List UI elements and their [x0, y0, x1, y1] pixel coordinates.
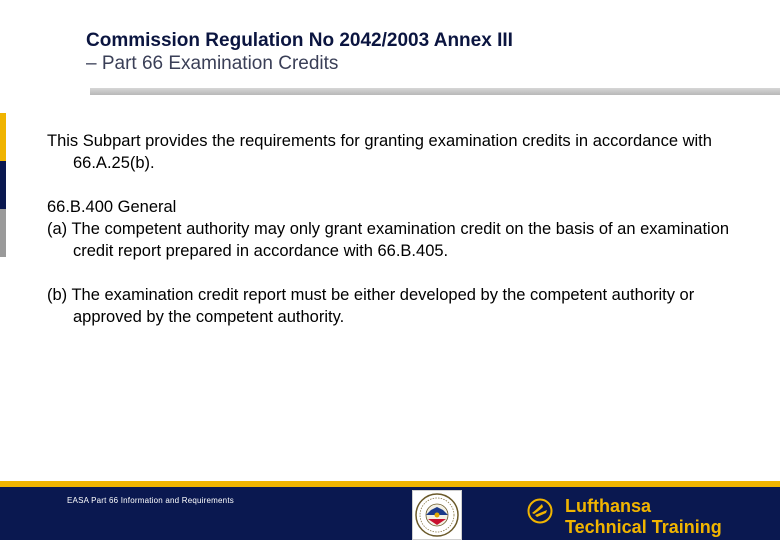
- lufthansa-brand-text: [565, 496, 722, 538]
- footer-bar: [0, 481, 780, 540]
- page-subtitle: – Part 66 Examination Credits: [86, 53, 339, 74]
- brand-line-2: Technical Training: [565, 517, 722, 537]
- section-heading: 66.B.400 General: [47, 198, 177, 216]
- side-accent-gray: [0, 209, 6, 257]
- footer-course-label: EASA Part 66 Information and Requirements: [67, 496, 234, 505]
- lufthansa-crane-logo-icon: [527, 498, 553, 524]
- title-block: [86, 29, 513, 75]
- intro-paragraph: This Subpart provides the requirements for granting examination credits in accordance with 66.A.25(b).: [47, 132, 712, 172]
- page-title: Commission Regulation No 2042/2003 Annex III: [86, 30, 513, 51]
- item-b-paragraph: (b) The examination credit report must be either developed by the competent authority or approved by the competent authority.: [47, 286, 695, 326]
- side-accent-gold: [0, 113, 6, 161]
- header-rule: [90, 88, 780, 95]
- side-accent-navy: [0, 161, 6, 209]
- slide-content: [47, 130, 757, 328]
- brand-line-1: Lufthansa: [565, 496, 652, 516]
- institution-seal-icon: [412, 490, 462, 540]
- item-a-paragraph: (a) The competent authority may only grant examination credit on the basis of an examination credit report prepared in accordance with 66.B.405.: [47, 220, 730, 260]
